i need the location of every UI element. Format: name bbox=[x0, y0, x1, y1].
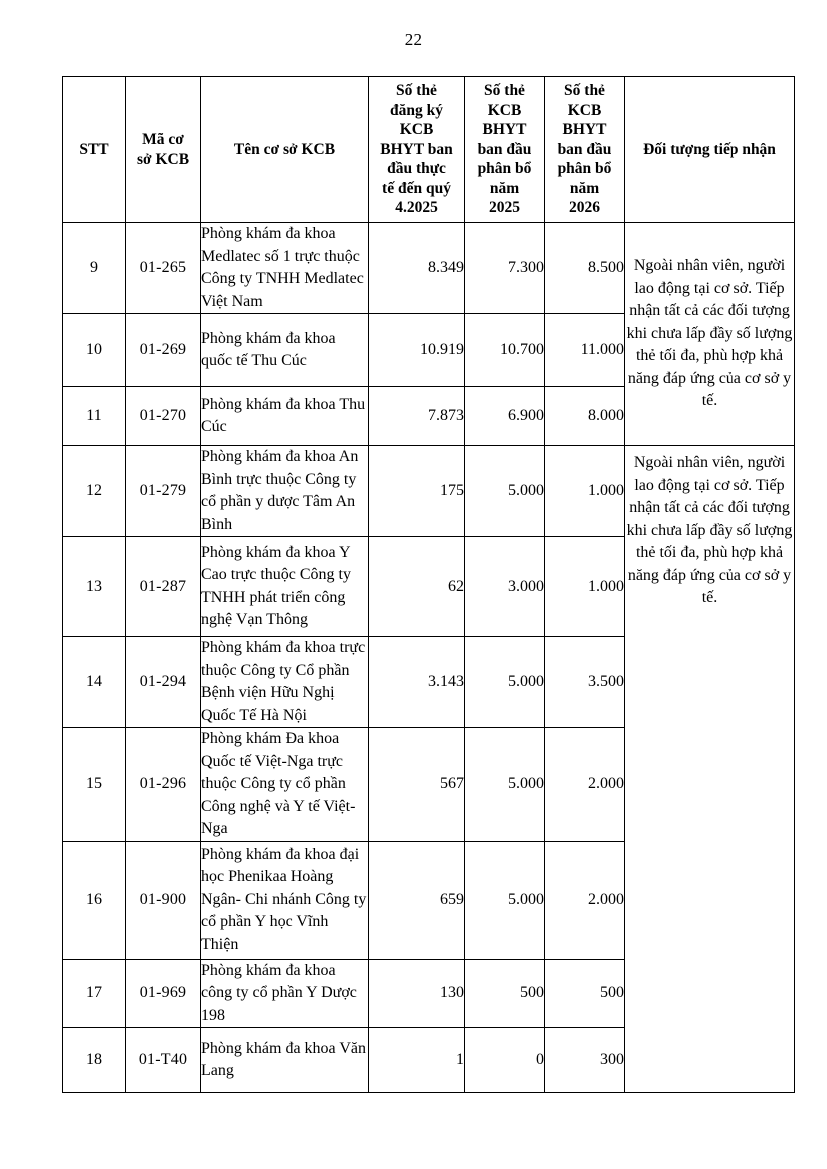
cell-stt: 18 bbox=[63, 1028, 126, 1093]
column-header-registered-line-4: BHYT ban bbox=[380, 140, 453, 158]
cell-alloc-2026: 1.000 bbox=[545, 537, 625, 637]
column-header-alloc-2026-line-6: năm bbox=[569, 179, 600, 197]
cell-code: 01-279 bbox=[126, 446, 201, 537]
column-header-registered-line-6: tế đến quý bbox=[382, 179, 451, 197]
table-header bbox=[63, 77, 795, 223]
cell-code: 01-287 bbox=[126, 537, 201, 637]
column-header-alloc-2026-line-3: BHYT bbox=[562, 121, 607, 139]
column-header-alloc-2025-line-2: KCB bbox=[487, 101, 522, 119]
cell-stt: 9 bbox=[63, 223, 126, 314]
cell-alloc-2026: 300 bbox=[545, 1028, 625, 1093]
cell-code: 01-269 bbox=[126, 314, 201, 387]
table-body bbox=[63, 223, 795, 1093]
cell-name: Phòng khám đa khoa trực thuộc Công ty Cổ phần Bệnh viện Hữu Nghị Quốc Tế Hà Nội bbox=[201, 637, 369, 728]
cell-code: 01-969 bbox=[126, 959, 201, 1028]
cell-code: 01-296 bbox=[126, 728, 201, 842]
cell-alloc-2026: 8.500 bbox=[545, 223, 625, 314]
page-number: 22 bbox=[404, 30, 423, 49]
column-header-registered-line-2: đăng ký bbox=[390, 101, 443, 119]
column-header-registered-line-3: KCB bbox=[399, 121, 434, 139]
column-header-stt: STT bbox=[63, 77, 126, 223]
table-row bbox=[63, 446, 795, 537]
column-header-alloc-2026-line-5: phân bổ bbox=[557, 160, 612, 178]
column-header-alloc-2026-line-1: Số thẻ bbox=[564, 82, 605, 100]
cell-name: Phòng khám đa khoa công ty cổ phần Y Dược 198 bbox=[201, 959, 369, 1028]
table-row bbox=[63, 223, 795, 314]
cell-stt: 13 bbox=[63, 537, 126, 637]
cell-alloc-2025: 5.000 bbox=[465, 446, 545, 537]
cell-registered: 3.143 bbox=[369, 637, 465, 728]
cell-alloc-2026: 3.500 bbox=[545, 637, 625, 728]
cell-name: Phòng khám đa khoa Medlatec số 1 trực thuộc Công ty TNHH Medlatec Việt Nam bbox=[201, 223, 369, 314]
column-header-alloc-2026-line-7: 2026 bbox=[569, 199, 600, 217]
column-header-alloc-2026-line-2: KCB bbox=[567, 101, 602, 119]
column-header-code-line-1: Mã cơ bbox=[142, 131, 184, 148]
column-header-alloc-2025 bbox=[465, 77, 545, 223]
cell-stt: 14 bbox=[63, 637, 126, 728]
cell-alloc-2025: 0 bbox=[465, 1028, 545, 1093]
column-header-alloc-2025-line-3: BHYT bbox=[482, 121, 527, 139]
cell-alloc-2025: 5.000 bbox=[465, 637, 545, 728]
column-header-alloc-2025-line-1: Số thẻ bbox=[484, 82, 525, 100]
cell-name: Phòng khám đa khoa Thu Cúc bbox=[201, 387, 369, 446]
column-header-code-line-2: sở KCB bbox=[136, 150, 190, 168]
cell-registered: 7.873 bbox=[369, 387, 465, 446]
cell-name: Phòng khám đa khoa đại học Phenikaa Hoàng Ngân- Chi nhánh Công ty cổ phần Y học Vĩnh Thiện bbox=[201, 841, 369, 959]
cell-object-group-a: Ngoài nhân viên, người lao động tại cơ sở. Tiếp nhận tất cả các đối tượng khi chưa lấp đầy số lượng thẻ tối đa, phù hợp khả năng đáp ứng của cơ sở y tế. bbox=[625, 223, 795, 446]
cell-code: 01-270 bbox=[126, 387, 201, 446]
cell-stt: 12 bbox=[63, 446, 126, 537]
cell-alloc-2026: 2.000 bbox=[545, 728, 625, 842]
cell-name: Phòng khám đa khoa quốc tế Thu Cúc bbox=[201, 314, 369, 387]
cell-name: Phòng khám đa khoa Y Cao trực thuộc Công ty TNHH phát triển công nghệ Vạn Thông bbox=[201, 537, 369, 637]
cell-stt: 17 bbox=[63, 959, 126, 1028]
column-header-alloc-2025-line-7: 2025 bbox=[489, 199, 520, 217]
cell-alloc-2026: 2.000 bbox=[545, 841, 625, 959]
cell-alloc-2026: 500 bbox=[545, 959, 625, 1028]
column-header-registered-line-1: Số thẻ bbox=[396, 82, 437, 100]
cell-stt: 15 bbox=[63, 728, 126, 842]
column-header-registered-line-5: đầu thực bbox=[387, 160, 446, 178]
cell-alloc-2025: 500 bbox=[465, 959, 545, 1028]
cell-stt: 10 bbox=[63, 314, 126, 387]
cell-alloc-2025: 7.300 bbox=[465, 223, 545, 314]
kcb-registration-table bbox=[62, 76, 795, 1093]
cell-code: 01-265 bbox=[126, 223, 201, 314]
cell-code: 01-900 bbox=[126, 841, 201, 959]
cell-alloc-2025: 5.000 bbox=[465, 841, 545, 959]
cell-alloc-2025: 3.000 bbox=[465, 537, 545, 637]
column-header-alloc-2026 bbox=[545, 77, 625, 223]
column-header-alloc-2026-line-4: ban đầu bbox=[557, 140, 612, 158]
cell-alloc-2025: 10.700 bbox=[465, 314, 545, 387]
column-header-object: Đối tượng tiếp nhận bbox=[625, 77, 795, 223]
cell-alloc-2026: 8.000 bbox=[545, 387, 625, 446]
cell-registered: 10.919 bbox=[369, 314, 465, 387]
column-header-alloc-2025-line-6: năm bbox=[489, 179, 520, 197]
cell-registered: 175 bbox=[369, 446, 465, 537]
column-header-registered bbox=[369, 77, 465, 223]
cell-registered: 8.349 bbox=[369, 223, 465, 314]
cell-object-group-b: Ngoài nhân viên, người lao động tại cơ sở. Tiếp nhận tất cả các đối tượng khi chưa lấp đầy số lượng thẻ tối đa, phù hợp khả năng đáp ứng của cơ sở y tế. bbox=[625, 446, 795, 1093]
cell-code: 01-294 bbox=[126, 637, 201, 728]
cell-registered: 1 bbox=[369, 1028, 465, 1093]
cell-code: 01-T40 bbox=[126, 1028, 201, 1093]
cell-alloc-2026: 1.000 bbox=[545, 446, 625, 537]
column-header-name: Tên cơ sở KCB bbox=[201, 77, 369, 223]
cell-registered: 659 bbox=[369, 841, 465, 959]
cell-alloc-2025: 5.000 bbox=[465, 728, 545, 842]
table-header-row bbox=[63, 77, 795, 223]
cell-registered: 62 bbox=[369, 537, 465, 637]
cell-alloc-2025: 6.900 bbox=[465, 387, 545, 446]
column-header-code bbox=[126, 77, 201, 223]
cell-stt: 16 bbox=[63, 841, 126, 959]
cell-name: Phòng khám đa khoa Văn Lang bbox=[201, 1028, 369, 1093]
cell-registered: 567 bbox=[369, 728, 465, 842]
cell-alloc-2026: 11.000 bbox=[545, 314, 625, 387]
column-header-alloc-2025-line-5: phân bổ bbox=[477, 160, 532, 178]
cell-name: Phòng khám đa khoa An Bình trực thuộc Công ty cổ phần y dược Tâm An Bình bbox=[201, 446, 369, 537]
cell-stt: 11 bbox=[63, 387, 126, 446]
cell-registered: 130 bbox=[369, 959, 465, 1028]
column-header-registered-line-7: 4.2025 bbox=[395, 199, 438, 217]
cell-name: Phòng khám Đa khoa Quốc tế Việt-Nga trực thuộc Công ty cổ phần Công nghệ và Y tế Việt-Nga bbox=[201, 728, 369, 842]
column-header-alloc-2025-line-4: ban đầu bbox=[477, 140, 532, 158]
